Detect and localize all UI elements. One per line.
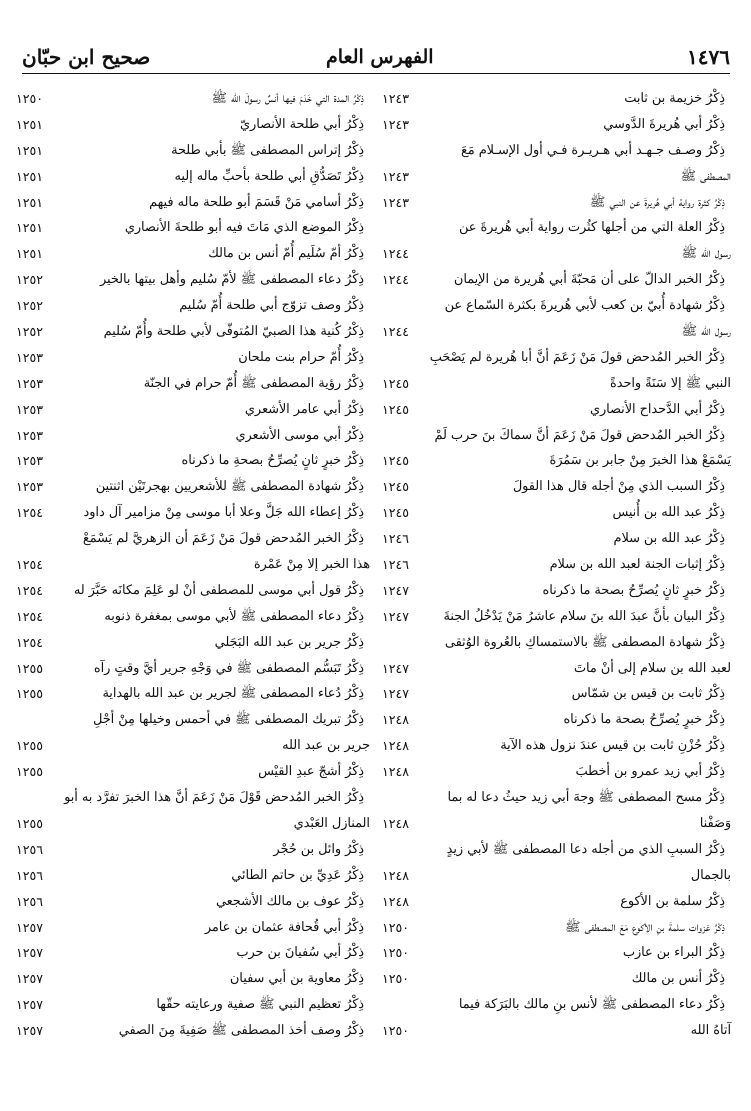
entry-text: ذِكْرُ رؤية المصطفى ﷺ أُمّ حرام في الجنّة	[143, 375, 364, 391]
entry-text: آتاهُ الله	[690, 1023, 731, 1039]
index-entry	[382, 423, 731, 449]
entry-text: لعبد الله بن سلام إلى أنْ ماتَ	[573, 660, 731, 676]
entry-page-number: ١٢٥٠	[382, 945, 410, 961]
entry-text: ذِكْرُ قول أبي موسى للمصطفى أنْ لو عَلِمَ مكانَه حَبَّرَ له	[73, 582, 364, 598]
entry-text: ذِكْرُ وصف تزوّج أبي طلحة أُمّ سُليم	[179, 298, 364, 314]
entry-text: جرير بن عبد الله	[282, 738, 370, 754]
entry-page-number: ١٢٥٤	[16, 505, 44, 521]
entry-text: ذِكْرُ عوف بن مالك الأشجعي	[215, 893, 364, 909]
index-entry	[382, 215, 731, 241]
entry-text: هذا الخبر إلا مِنْ عَمْرة	[253, 557, 370, 573]
entry-text: ذِكْرُ العلة التي من أجلها كثُرت رواية أبي هُريرةَ عن	[459, 220, 725, 236]
entry-page-number: ١٢٤٧	[382, 608, 410, 624]
entry-page-number: ١٢٥٣	[16, 427, 44, 443]
entry-text: ذِكْرُ أبي موسى الأشعري	[235, 427, 364, 443]
entry-text: ذِكْرُ وصـف جـهـد أبي هـريـرة فـي أول الإسـلام مَعَ	[461, 142, 725, 158]
entry-text: ذِكْرُ أمّ سُلَيم أُمّ أنس بن مالك	[208, 246, 364, 262]
entry-page-number: ١٢٤٥	[382, 505, 410, 521]
entry-page-number: ١٢٥٤	[16, 557, 44, 573]
entry-page-number: ١٢٤٨	[382, 738, 410, 754]
index-entry	[21, 707, 370, 733]
index-entry	[382, 86, 731, 112]
entry-page-number: ١٢٥١	[16, 116, 44, 132]
entry-page-number: ١٢٤٣	[382, 168, 410, 184]
index-entry	[16, 397, 370, 423]
index-entry	[21, 785, 370, 811]
entry-text: ذِكْرُ المدة التي خَدَمَ فيها أنسٌ رسولَ الله ﷺ	[211, 91, 364, 106]
entry-text: ذِكْرُ عبد الله بن سلام	[613, 531, 725, 547]
entry-text: ذِكْرُ خبرٍ يُصرِّحُ بصحة ما ذكرناه	[563, 712, 725, 728]
index-entry	[16, 86, 370, 112]
entry-page-number: ١٢٥٦	[16, 893, 44, 909]
entry-text: وَصَفْنا	[699, 815, 731, 831]
entry-text: ذِكْرُ عبد الله بن أُنيس	[612, 505, 725, 521]
entry-text: ذِكْرُ حُزْنِ ثابت بن قيس عندَ نزول هذه الآية	[500, 738, 725, 754]
index-entry	[382, 319, 731, 345]
entry-text: بالجمال	[690, 867, 731, 883]
entry-text: ذِكْرُ غزوات سلمةَ بنِ الأكوع مَعَ المصطفى ﷺ	[564, 919, 725, 935]
entry-text: ذِكْرُ عَدِيِّ بن حاتم الطائي	[231, 867, 364, 883]
index-entry	[382, 526, 731, 552]
entry-text: ذِكْرُ دعاء المصطفى ﷺ لأنس بنِ مالك بالبَرَكة فيما	[458, 997, 725, 1013]
entry-text: ذِكْرُ أبي سُفيانَ بن حرب	[236, 945, 364, 961]
index-entry	[16, 604, 370, 630]
page-header	[22, 42, 730, 74]
entry-text: ذِكْرُ إتراس المصطفى ﷺ بأبي طلحة	[171, 142, 364, 158]
entry-text: ذِكْرُ الخبر المُدحض قولَ مَنْ زَعَمَ أنَّ أبا هُريرة لم يَصْحَبِ	[429, 349, 725, 365]
index-entry	[382, 112, 731, 138]
entry-text: ذِكْرُ الخبر المُدحض قولَ مَنْ زَعَمَ أن الزهريَّ لم يَسْمَعْ	[82, 531, 364, 547]
entry-page-number: ١٢٤٨	[382, 893, 410, 909]
entry-page-number: ١٢٥٣	[16, 349, 44, 365]
entry-page-number: ١٢٥٠	[16, 91, 44, 106]
entry-text: ذِكْرُ تعظيم النبي ﷺ صفية ورعايته حقّها	[156, 997, 364, 1013]
entry-page-number: ١٢٥٥	[16, 686, 44, 702]
entry-text: ذِكْرُ الخبر الدالّ على أن مَحبّةَ أبي هُريرة من الإيمان	[453, 272, 725, 288]
entry-page-number: ١٢٤٧	[382, 660, 410, 676]
entry-page-number: ١٢٥٥	[16, 738, 44, 754]
entry-text: ذِكْرُ السببِ الذي من أجله دعا المصطفى ﷺ لأبي زيدٍ	[446, 841, 725, 857]
index-entry	[16, 915, 370, 941]
index-entry	[16, 448, 370, 474]
index-entry	[382, 837, 731, 863]
entry-page-number: ١٢٤٧	[382, 686, 410, 702]
entry-page-number: ١٢٥٥	[16, 815, 44, 831]
index-entry	[16, 190, 370, 216]
entry-text: ذِكْرُ مسح المصطفى ﷺ وجهَ أبي زيد حيثُ دعا له بما	[447, 790, 725, 806]
index-entry	[16, 863, 370, 889]
index-entry	[382, 759, 731, 785]
entry-text: ذِكْرُ إثبات الجنة لعبد الله بن سلام	[549, 557, 725, 573]
index-entry	[382, 940, 731, 966]
entry-text: ذِكْرُ سلمة بن الأكوع	[620, 893, 725, 909]
index-entry	[16, 112, 370, 138]
index-entry	[382, 164, 731, 190]
index-entry	[382, 1018, 731, 1044]
entry-text: ذِكْرُ إعطاء الله جَلَّ وعلا أبا موسى مِنْ مزامير آل داود	[83, 505, 364, 521]
index-entry	[382, 578, 731, 604]
entry-text: ذِكْرُ تبريك المصطفى ﷺ في أحمس وخيلها مِنْ أجْلِ	[93, 712, 364, 728]
entry-page-number: ١٢٥٢	[16, 324, 44, 340]
entry-text: ذِكْرُ شهادة أُبيّ بن كعب لأبي هُريرةَ بكثرة السّماع عن	[444, 298, 725, 314]
entry-text: ذِكْرُ دُعاء المصطفى ﷺ لجرير بن عبد الله بالهداية	[102, 686, 364, 702]
entry-text: رسول الله ﷺ	[681, 324, 731, 340]
index-column-left	[16, 86, 370, 1044]
entry-page-number: ١٢٥٤	[16, 634, 44, 650]
entry-page-number: ١٢٥١	[16, 142, 44, 158]
entry-text: ذِكْرُ وائل بن حُجْر	[273, 841, 364, 857]
entry-text: ذِكْرُ وصف أخذ المصطفى ﷺ صَفِيةَ مِنَ الصفي	[118, 1023, 364, 1039]
entry-text: ذِكْرُ خبرٍ ثانٍ يُصرِّحُ بصحةِ ما ذكرناه	[181, 453, 364, 469]
index-entry	[382, 371, 731, 397]
entry-text: ذِكْرُ أنس بن مالك	[631, 971, 725, 987]
index-entry	[382, 267, 731, 293]
index-entry	[382, 138, 731, 164]
index-entry	[382, 552, 731, 578]
index-entry	[21, 526, 370, 552]
entry-text: ذِكْرُ الموضع الذي مَاتَ فيه أبو طلحةَ الأنصاري	[124, 220, 364, 236]
entry-page-number: ١٢٥٣	[16, 479, 44, 495]
entry-text: ذِكْرُ دعاء المصطفى ﷺ لأمّ سُليم وأهل بيتها بالخير	[99, 272, 364, 288]
index-entry	[16, 966, 370, 992]
entry-page-number: ١٢٥٢	[16, 298, 44, 314]
index-entry	[382, 707, 731, 733]
entry-page-number: ١٢٤٨	[382, 712, 410, 728]
entry-page-number: ١٢٥١	[16, 194, 44, 210]
index-entry	[16, 889, 370, 915]
index-entry	[382, 345, 731, 371]
entry-text: ذِكْرُ تَبَسُّم المصطفى ﷺ في وَجْهِ جرير أيَّ وقتٍ رآه	[93, 660, 364, 676]
running-title: الفهرس العام	[326, 46, 434, 68]
entry-text: ذِكْرُ أبي الدَّحداح الأنصاري	[589, 401, 725, 417]
entry-text: ذِكْرُ دعاء المصطفى ﷺ لأبي موسى بمغفرة ذنوبه	[104, 608, 364, 624]
index-column-right	[382, 86, 731, 1044]
entry-page-number: ١٢٥٠	[382, 971, 410, 987]
entry-page-number: ١٢٥٥	[16, 660, 44, 676]
index-entry	[382, 811, 731, 837]
entry-text: ذِكْرُ السبب الذي مِنْ أجله قال هذا القولَ	[512, 479, 725, 495]
entry-page-number: ١٢٥١	[16, 220, 44, 236]
entry-page-number: ١٢٥٤	[16, 608, 44, 624]
index-entry	[16, 474, 370, 500]
entry-text: ذِكْرُ أبي هُريرةَ الدَّوسي	[603, 116, 725, 132]
entry-text: ذِكْرُ البراء بن عازب	[622, 945, 725, 961]
header-rule	[22, 73, 730, 74]
index-entry	[16, 319, 370, 345]
book-title: صحيح ابن حبّان	[22, 45, 151, 69]
entry-text: ذِكْرُ أسامي مَنْ قَسَمَ أبو طلحة ماله فيهم	[149, 194, 364, 210]
entry-page-number: ١٢٤٣	[382, 194, 410, 210]
entry-text: ذِكْرُ أبي زيد عمرو بن أخطبَ	[575, 764, 725, 780]
index-entry	[16, 500, 370, 526]
entry-page-number: ١٢٥٦	[16, 841, 44, 857]
entry-text: ذِكْرُ شهادة المصطفى ﷺ بالاستمساكِ بالعُروة الوُثقى	[444, 634, 725, 650]
entry-text: ذِكْرُ خبرٍ ثانٍ يُصرِّحُ بصحة ما ذكرناه	[542, 582, 725, 598]
index-entry	[16, 837, 370, 863]
index-entry	[16, 293, 370, 319]
entry-text: ذِكْرُ أشجّ عبدِ القيْس	[258, 764, 364, 780]
index-entry	[16, 267, 370, 293]
index-entry	[16, 759, 370, 785]
entry-text: ذِكْرُ البيان بأنَّ عبدَ الله بنَ سلام عاشرُ مَنْ يَدْخُلُ الجنةَ	[443, 608, 725, 624]
entry-page-number: ١٢٤٥	[382, 479, 410, 495]
entry-page-number: ١٢٤٨	[382, 815, 410, 831]
entry-page-number: ١٢٤٦	[382, 557, 410, 573]
entry-page-number: ١٢٤٣	[382, 91, 410, 106]
index-entry	[382, 190, 731, 216]
index-entry	[16, 992, 370, 1018]
index-entry	[382, 604, 731, 630]
index-entry	[16, 241, 370, 267]
entry-page-number: ١٢٥٣	[16, 375, 44, 391]
index-entry	[16, 552, 370, 578]
entry-page-number: ١٢٥١	[16, 168, 44, 184]
entry-page-number: ١٢٤٨	[382, 867, 410, 883]
entry-text: ذِكْرُ معاوية بن أبي سفيان	[229, 971, 364, 987]
entry-page-number: ١٢٥٧	[16, 971, 44, 987]
index-entry	[16, 215, 370, 241]
index-entry	[16, 423, 370, 449]
entry-page-number: ١٢٤٤	[382, 246, 410, 262]
entry-page-number: ١٢٥١	[16, 246, 44, 262]
index-entry	[382, 397, 731, 423]
index-entry	[382, 863, 731, 889]
index-entry	[382, 656, 731, 682]
index-entry	[16, 345, 370, 371]
entry-page-number: ١٢٥٧	[16, 997, 44, 1013]
index-entry	[16, 733, 370, 759]
entry-page-number: ١٢٤٥	[382, 401, 410, 417]
index-entry	[16, 681, 370, 707]
index-entry	[16, 630, 370, 656]
entry-page-number: ١٢٥٧	[16, 945, 44, 961]
index-entry	[382, 241, 731, 267]
index-entry	[16, 138, 370, 164]
entry-text: النبي ﷺ إلا سَنَةً واحدةً	[610, 375, 731, 391]
index-entry	[16, 811, 370, 837]
entry-page-number: ١٢٥٤	[16, 582, 44, 598]
entry-text: يَسْمَعْ هذا الخبرَ مِنْ جابر بن سَمُرَةَ	[549, 453, 731, 469]
entry-text: ذِكْرُ خزيمة بن ثابت	[624, 91, 725, 106]
index-entry	[16, 656, 370, 682]
entry-page-number: ١٢٥٣	[16, 401, 44, 417]
entry-page-number: ١٢٤٧	[382, 582, 410, 598]
index-entry	[16, 1018, 370, 1044]
index-entry	[16, 164, 370, 190]
entry-page-number: ١٢٤٣	[382, 116, 410, 132]
entry-page-number: ١٢٥٧	[16, 919, 44, 935]
index-entry	[16, 371, 370, 397]
entry-page-number: ١٢٥٧	[16, 1023, 44, 1039]
page-number: ١٤٧٦	[687, 45, 730, 69]
entry-page-number: ١٢٥٣	[16, 453, 44, 469]
entry-page-number: ١٢٤٤	[382, 324, 410, 340]
entry-page-number: ١٢٥٢	[16, 272, 44, 288]
entry-text: ذِكْرُ أُمّ حرام بنت ملحان	[238, 349, 364, 365]
entry-page-number: ١٢٥٠	[382, 1023, 410, 1039]
index-entry	[382, 966, 731, 992]
entry-text: ذِكْرُ أبي عامر الأشعري	[244, 401, 364, 417]
index-entry	[382, 992, 731, 1018]
index-entry	[382, 293, 731, 319]
entry-text: ذِكْرُ جرير بن عبد الله البَجَلي	[214, 634, 364, 650]
index-entry	[382, 889, 731, 915]
index-entry	[382, 681, 731, 707]
entry-text: ذِكْرُ أبي قُحافة عثمان بن عامر	[204, 919, 364, 935]
entry-page-number: ١٢٤٨	[382, 764, 410, 780]
index-entry	[382, 474, 731, 500]
index-entry	[16, 940, 370, 966]
index-entry	[382, 915, 731, 941]
entry-page-number: ١٢٤٤	[382, 272, 410, 288]
index-entry	[382, 630, 731, 656]
index-entry	[382, 448, 731, 474]
entry-page-number: ١٢٥٥	[16, 764, 44, 780]
entry-text: ذِكْرُ كثرة رواية أبي هُريرةَ عن النبي ﷺ	[589, 194, 725, 210]
entry-text: المصطفى ﷺ	[680, 168, 731, 184]
entry-page-number: ١٢٥٠	[382, 919, 410, 935]
index-entry	[382, 785, 731, 811]
entry-text: ذِكْرُ أبي طلحة الأنصاريّ	[240, 116, 364, 132]
index-entry	[382, 500, 731, 526]
entry-text: ذِكْرُ شهادة المصطفى ﷺ للأشعريين بهجرتَيْن اثنتين	[95, 479, 364, 495]
entry-text: ذِكْرُ ثابت بن قيس بن شمّاس	[571, 686, 725, 702]
entry-page-number: ١٢٤٦	[382, 531, 410, 547]
entry-page-number: ١٢٥٦	[16, 867, 44, 883]
entry-text: رسول الله ﷺ	[681, 246, 731, 262]
entry-page-number: ١٢٤٥	[382, 453, 410, 469]
entry-text: ذِكْرُ الخبر المُدحض قولَ مَنْ زَعَمَ أنَّ سماكَ بنَ حرب لَمْ	[434, 427, 725, 443]
entry-text: المنازل العَبْدي	[293, 815, 370, 831]
entry-page-number: ١٢٤٥	[382, 375, 410, 391]
entry-text: ذِكْرُ الخبر المُدحض قَوْلَ مَنْ زَعَمَ أنَّ هذا الخبرَ تفرَّد به أبو	[64, 790, 364, 806]
entry-text: ذِكْرُ كُنية هذا الصبيّ المُتوفّى لأبي طلحة وأُمّ سُليم	[103, 324, 364, 340]
index-entry	[16, 578, 370, 604]
entry-text: ذِكْرُ تَصَدُّقِ أبي طلحة بأحبِّ ماله إليه	[174, 168, 364, 184]
index-entry	[382, 733, 731, 759]
